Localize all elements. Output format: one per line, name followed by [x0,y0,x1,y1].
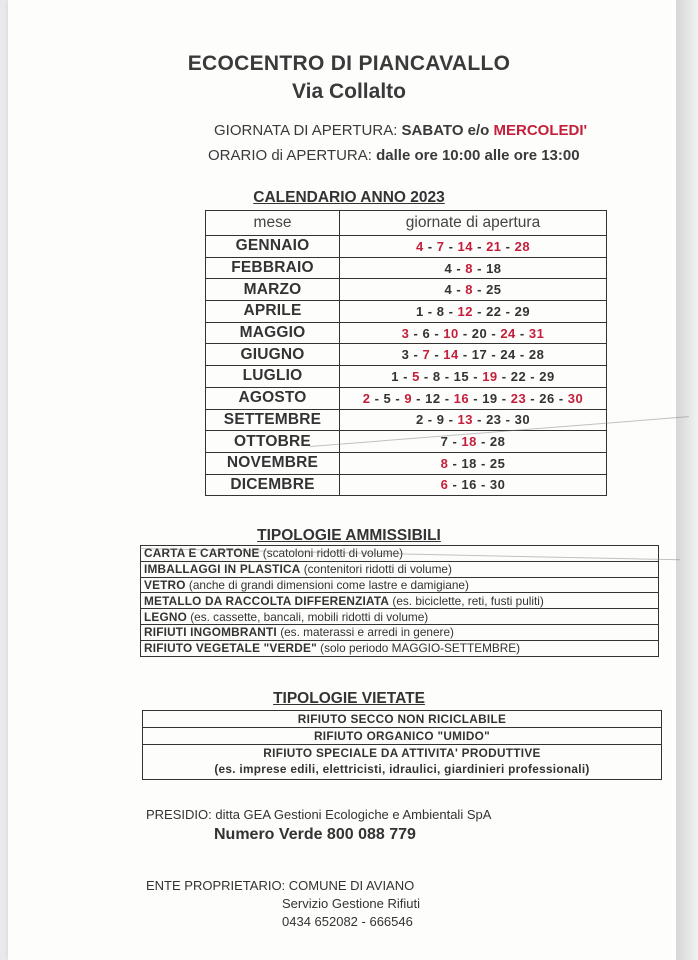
day-number: 13 [457,412,473,428]
calendar-row [206,236,607,258]
days-cell: 6 - 16 - 30 [340,474,607,496]
forbidden-item: RIFIUTO ORGANICO "UMIDO" [143,728,661,745]
month-cell: MAGGIO [206,322,340,344]
day-number: 8 [440,455,449,471]
document-subtitle: Via Collalto [292,80,406,103]
days-cell: 2 - 9 - 13 - 23 - 30 [340,409,607,431]
day-number: 16 [453,390,470,406]
calendar-row [206,279,607,301]
opening-hours-line [208,147,580,164]
month-cell: LUGLIO [206,366,340,388]
calendar-header-row [206,211,607,236]
day-number: 25 [486,282,502,298]
day-number: 17 [471,347,488,363]
day-number: 1 [415,303,424,319]
day-number: 24 [500,347,516,363]
allowed-row [141,640,659,656]
days-cell: 8 - 18 - 25 [340,452,607,474]
day-number: 9 [436,412,445,428]
day-number: 22 [486,303,502,319]
allowed-label: LEGNO [144,609,187,624]
month-cell: GENNAIO [206,236,340,258]
month-column-header: mese [206,211,340,236]
allowed-cell [141,624,659,640]
day-number: 30 [489,477,506,493]
allowed-title: TIPOLOGIE AMMISSIBILI [257,527,441,544]
allowed-note: (contenitori ridotti di volume) [303,562,452,577]
day-number: 24 [500,325,516,341]
allowed-cell [141,593,659,609]
allowed-row [141,609,659,625]
day-number: 5 [383,390,392,406]
day-number: 18 [486,260,502,276]
day-number: 20 [471,325,488,341]
day-number: 23 [486,412,502,428]
day-number: 19 [482,390,498,406]
day-number: 30 [567,390,584,406]
allowed-table [140,545,659,657]
allowed-cell [141,640,659,656]
allowed-label: VETRO [144,577,186,592]
day-number: 4 [444,282,453,298]
day-number: 28 [514,238,531,254]
month-cell: FEBBRAIO [206,257,340,279]
day-number: 30 [514,412,531,428]
calendar-row [206,431,607,453]
day-number: 19 [482,368,498,384]
toll-free-number: Numero Verde 800 088 779 [214,826,416,843]
day-number: 2 [362,390,371,406]
day-number: 12 [457,303,473,319]
allowed-note: (es. materassi e arredi in genere) [280,625,454,640]
allowed-label: METALLO DA RACCOLTA DIFFERENZIATA [144,593,390,608]
day-number: 16 [461,477,477,493]
owner-text: ENTE PROPRIETARIO: COMUNE DI AVIANO [146,878,415,893]
allowed-note: (anche di grandi dimensioni come lastre e damigiane) [188,577,469,592]
day-number: 18 [461,455,477,471]
days-cell: 4 - 8 - 18 [340,257,607,279]
day-number: 6 [440,477,449,493]
calendar-body [206,236,607,496]
day-number: 8 [436,303,445,319]
month-cell: MARZO [206,279,340,301]
days-cell: 1 - 5 - 8 - 15 - 19 - 22 - 29 [340,366,607,388]
forbidden-item: RIFIUTO SPECIALE DA ATTIVITA' PRODUTTIVE [263,746,541,760]
day-number: 1 [391,368,399,384]
days-cell: 1 - 8 - 12 - 22 - 29 [340,301,607,323]
day-number: 14 [443,347,459,363]
calendar-row [206,257,607,279]
day-number: 8 [465,282,473,298]
day-number: 29 [539,368,555,384]
month-cell: OTTOBRE [206,431,340,453]
day-number: 6 [422,325,431,341]
days-cell: 4 - 8 - 25 [340,279,607,301]
allowed-row [141,561,659,577]
calendar-row [206,474,607,496]
days-column-header: giornate di apertura [340,211,607,236]
day-number: 28 [528,347,545,363]
allowed-label: CARTA E CARTONE [144,546,260,561]
allowed-label: RIFIUTO VEGETALE "VERDE" [144,641,317,656]
allowed-label: IMBALLAGGI IN PLASTICA [144,562,301,577]
allowed-note: (es. cassette, bancali, mobili ridotti di volume) [190,609,429,624]
calendar-row [206,344,607,366]
service-text: Servizio Gestione Rifiuti [282,896,420,911]
opening-hours-value: dalle ore 10:00 alle ore 13:00 [376,147,580,164]
day-number: 7 [422,347,431,363]
day-number: 29 [514,303,531,319]
presidio-text: PRESIDIO: ditta GEA Gestioni Ecologiche e Ambientali SpA [146,807,492,822]
page-edge [676,0,698,960]
allowed-cell [141,561,659,577]
calendar-row [206,301,607,323]
day-number: 4 [444,260,453,276]
day-number: 2 [415,412,424,428]
days-cell: 3 - 6 - 10 - 20 - 24 - 31 [340,322,607,344]
forbidden-item-note: (es. imprese edili, elettricisti, idraulici, giardinieri professionali) [214,762,590,776]
allowed-cell [141,577,659,593]
days-cell: 2 - 5 - 9 - 12 - 16 - 19 - 23 - 26 - 30 [340,387,607,409]
calendar-title: CALENDARIO ANNO 2023 [253,189,445,206]
calendar-row [206,387,607,409]
forbidden-box [142,710,662,780]
allowed-body [141,546,659,657]
day-number: 21 [486,238,502,254]
day-number: 23 [510,390,527,406]
day-number: 25 [489,455,506,471]
allowed-row [141,577,659,593]
month-cell: APRILE [206,301,340,323]
day-number: 7 [436,238,445,254]
day-number: 18 [461,434,477,450]
month-cell: DICEMBRE [206,474,340,496]
opening-hours-label: ORARIO di APERTURA: [208,147,372,164]
day-number: 4 [415,238,424,254]
days-cell: 3 - 7 - 14 - 17 - 24 - 28 [340,344,607,366]
calendar-row [206,452,607,474]
allowed-row [141,624,659,640]
allowed-cell [141,609,659,625]
phone-number: 0434 652082 - 666546 [282,914,413,929]
opening-day-line [214,122,587,139]
forbidden-item: RIFIUTO SECCO NON RICICLABILE [143,711,661,728]
forbidden-title: TIPOLOGIE VIETATE [273,690,425,707]
day-number: 5 [412,368,420,384]
day-number: 26 [539,390,555,406]
calendar-row [206,322,607,344]
day-number: 12 [425,390,441,406]
document-title: ECOCENTRO DI PIANCAVALLO [187,52,511,75]
day-number: 31 [528,325,545,341]
day-number: 8 [465,260,473,276]
day-number: 3 [401,347,410,363]
allowed-note: (solo periodo MAGGIO-SETTEMBRE) [320,641,521,656]
allowed-note: (scatoloni ridotti di volume) [262,546,404,561]
day-number: 9 [404,390,413,406]
month-cell: SETTEMBRE [206,409,340,431]
allowed-row [141,593,659,609]
days-cell: 7 - 18 - 28 [340,431,607,453]
day-number: 15 [453,368,470,384]
month-cell: GIUGNO [206,344,340,366]
month-cell: NOVEMBRE [206,452,340,474]
calendar-table [205,210,607,496]
opening-day-alt: MERCOLEDI' [493,122,588,139]
allowed-note: (es. biciclette, reti, fusti puliti) [392,593,544,608]
calendar-row [206,366,607,388]
day-number: 22 [510,368,527,384]
day-number: 8 [432,368,441,384]
day-number: 10 [443,325,459,341]
day-number: 28 [489,434,506,450]
opening-day-label: GIORNATA DI APERTURA: [214,122,398,139]
allowed-label: RIFIUTI INGOMBRANTI [144,625,277,640]
day-number: 3 [401,325,410,341]
days-cell: 4 - 7 - 14 - 21 - 28 [340,236,607,258]
day-number: 7 [440,434,449,450]
day-number: 14 [457,238,473,254]
month-cell: AGOSTO [206,387,340,409]
opening-day-value: SABATO e/o [401,122,490,139]
